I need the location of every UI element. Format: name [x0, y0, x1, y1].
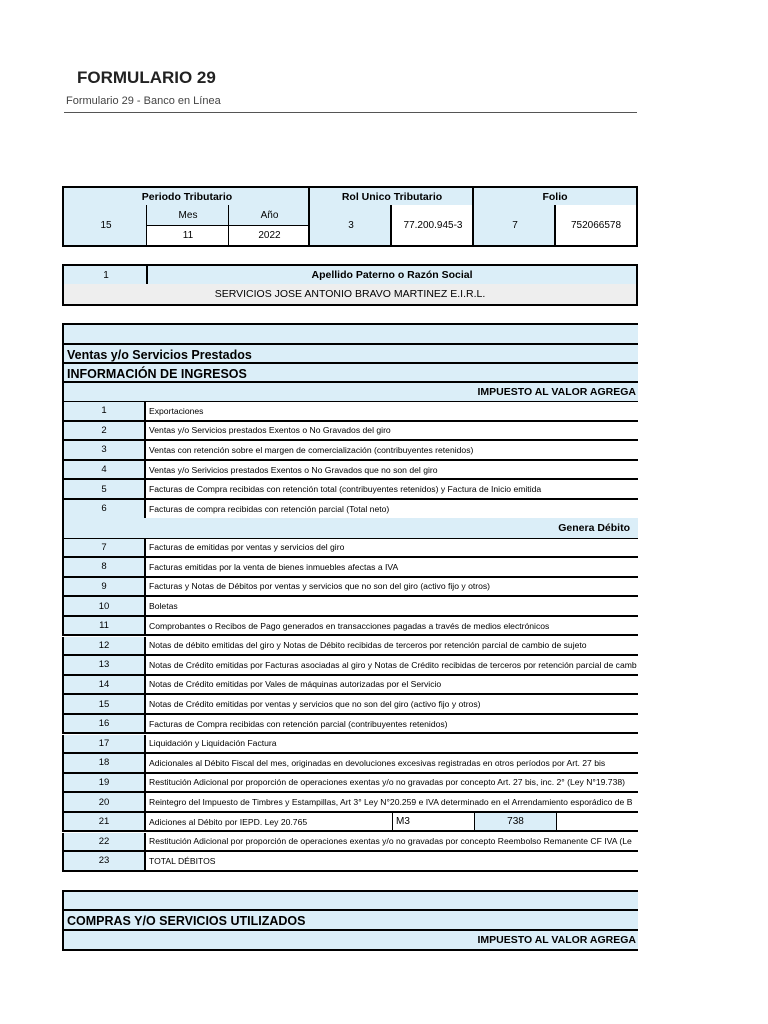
- row-description: Notas de Crédito emitidas por Facturas asociadas al giro y Notas de Crédito recibidas de terceros por retención parcial de camb: [149, 659, 637, 670]
- row-description: Facturas y Notas de Débitos por ventas y servicios que no son del giro (activo fijo y otros): [149, 581, 491, 592]
- row-description: Facturas de compra recibidas con retención parcial (Total neto): [149, 503, 390, 514]
- row-description: TOTAL DÉBITOS: [149, 855, 216, 866]
- folio-code: 7: [472, 205, 556, 247]
- razon-social-header: Apellido Paterno o Razón Social: [146, 264, 638, 286]
- anio-label: Año: [228, 205, 310, 226]
- row-description: Reintegro del Impuesto de Timbres y Estampillas, Art 3° Ley N°20.259 e IVA determinado en el Arrendamiento esporádico de B: [149, 797, 633, 808]
- table-row: [62, 578, 638, 598]
- row-number: 8: [64, 558, 146, 576]
- row-description: Ventas y/o Serivicios prestados Exentos o No Gravados que no son del giro: [149, 464, 438, 475]
- row-number: 12: [64, 637, 146, 655]
- row-description: Comprobantes o Recibos de Pago generados en transacciones pagadas a través de medios electrónicos: [149, 620, 550, 631]
- genera-debito-header: Genera Débito: [62, 518, 638, 540]
- row-number: 7: [64, 539, 146, 557]
- row-description: Ventas con retención sobre el margen de comercialización (contribuyentes retenidos): [149, 444, 474, 455]
- periodo-header: Periodo Tributario: [62, 186, 310, 207]
- table-row: [62, 833, 638, 853]
- row-description: Notas de débito emitidas del giro y Notas de Débito recibidas de terceros por retención parcial de cambio de sujeto: [149, 640, 587, 651]
- table-row: [62, 500, 638, 520]
- row-number: 2: [64, 422, 146, 440]
- periodo-code: 15: [62, 205, 148, 247]
- row-description: Boletas: [149, 601, 178, 612]
- row-number: 13: [64, 656, 146, 674]
- folio-header: Folio: [472, 186, 638, 207]
- mes-field: 11: [146, 226, 229, 247]
- razon-social-code: 1: [62, 264, 148, 286]
- compras-title: COMPRAS Y/O SERVICIOS UTILIZADOS: [62, 909, 638, 931]
- table-row: [62, 558, 638, 578]
- table-row: [62, 676, 638, 696]
- row-description: Facturas de Compra recibidas con retención parcial (contribuyentes retenidos): [149, 718, 448, 729]
- row-description: Facturas de emitidas por ventas y servicios del giro: [149, 542, 345, 553]
- table-row: [62, 480, 638, 500]
- ventas-section-title: Ventas y/o Servicios Prestados: [62, 343, 638, 364]
- row-number: 9: [64, 578, 146, 596]
- extra-value-field: 738: [475, 813, 557, 831]
- row-number: 14: [64, 676, 146, 694]
- row-number: 20: [64, 793, 146, 811]
- compras-iva-header: IMPUESTO AL VALOR AGREGA: [62, 929, 638, 951]
- row-number: 10: [64, 597, 146, 615]
- row-description: Facturas emitidas por la venta de bienes inmuebles afectas a IVA: [149, 561, 399, 572]
- row-description: Notas de Crédito emitidas por Vales de máquinas autorizadas por el Servicio: [149, 679, 442, 690]
- table-row: [62, 813, 638, 833]
- table-row: [62, 735, 638, 755]
- row-number: 22: [64, 833, 146, 851]
- row-number: 21: [64, 813, 146, 831]
- table-row: [62, 715, 638, 735]
- row-number: 19: [64, 774, 146, 792]
- table-row: [62, 852, 638, 872]
- row-number: 23: [64, 852, 146, 870]
- row-number: 6: [64, 500, 146, 518]
- row-number: 17: [64, 735, 146, 753]
- ingresos-info-title: INFORMACIÓN DE INGRESOS: [62, 362, 638, 383]
- table-row: [62, 597, 638, 617]
- row-description: Facturas de Compra recibidas con retención total (contribuyentes retenidos) y Factura de Inicio emitida: [149, 484, 542, 495]
- rut-header: Rol Unico Tributario: [308, 186, 474, 207]
- anio-field: 2022: [228, 226, 310, 247]
- table-row: [62, 695, 638, 715]
- table-row: [62, 754, 638, 774]
- table-row: [62, 539, 638, 559]
- page-subtitle: Formulario 29 - Banco en Línea: [66, 95, 221, 107]
- header-divider: [64, 112, 637, 113]
- rut-code: 3: [308, 205, 392, 247]
- row-description: Adiciones al Débito por IEPD. Ley 20.765: [149, 816, 308, 827]
- iva-header: IMPUESTO AL VALOR AGREGA: [62, 381, 638, 403]
- row-description: Notas de Crédito emitidas por ventas y servicios que no son del giro (activo fijo y otros): [149, 699, 481, 710]
- row-description: Ventas y/o Servicios prestados Exentos o No Gravados del giro: [149, 425, 391, 436]
- row-number: 18: [64, 754, 146, 772]
- row-number: 15: [64, 695, 146, 713]
- extra-code-field: M3: [392, 813, 475, 831]
- table-row: [62, 637, 638, 657]
- rut-field: 77.200.945-3: [390, 205, 474, 247]
- mes-label: Mes: [146, 205, 229, 226]
- row-description: Liquidación y Liquidación Factura: [149, 738, 277, 749]
- table-row: [62, 793, 638, 813]
- ingresos-top-band: [62, 323, 638, 345]
- table-row: [62, 774, 638, 794]
- folio-field: 752066578: [554, 205, 638, 247]
- page-title: FORMULARIO 29: [77, 68, 216, 87]
- row-description: Restitución Adicional por proporción de operaciones exentas y/o no gravadas por concepto Reembolso Remanente CF IVA (Le: [149, 836, 632, 847]
- row-number: 4: [64, 461, 146, 479]
- row-number: 1: [64, 402, 146, 420]
- row-number: 16: [64, 715, 146, 733]
- razon-social-field: SERVICIOS JOSE ANTONIO BRAVO MARTINEZ E.I.R.L.: [62, 284, 638, 306]
- row-number: 3: [64, 441, 146, 459]
- row-description: Exportaciones: [149, 405, 204, 416]
- table-row: [62, 422, 638, 442]
- table-row: [62, 617, 638, 637]
- table-row: [62, 656, 638, 676]
- row-description: Adicionales al Débito Fiscal del mes, originadas en devoluciones excesivas registradas en otros períodos por Art. 27 bis: [149, 757, 606, 768]
- table-row: [62, 402, 638, 422]
- table-row: [62, 441, 638, 461]
- row-number: 5: [64, 480, 146, 498]
- row-number: 11: [64, 617, 146, 635]
- table-row: [62, 461, 638, 481]
- row-description: Restitución Adicional por proporción de operaciones exentas y/o no gravadas por concepto Art. 27 bis, inc. 2° (Ley N°19.738): [149, 777, 625, 788]
